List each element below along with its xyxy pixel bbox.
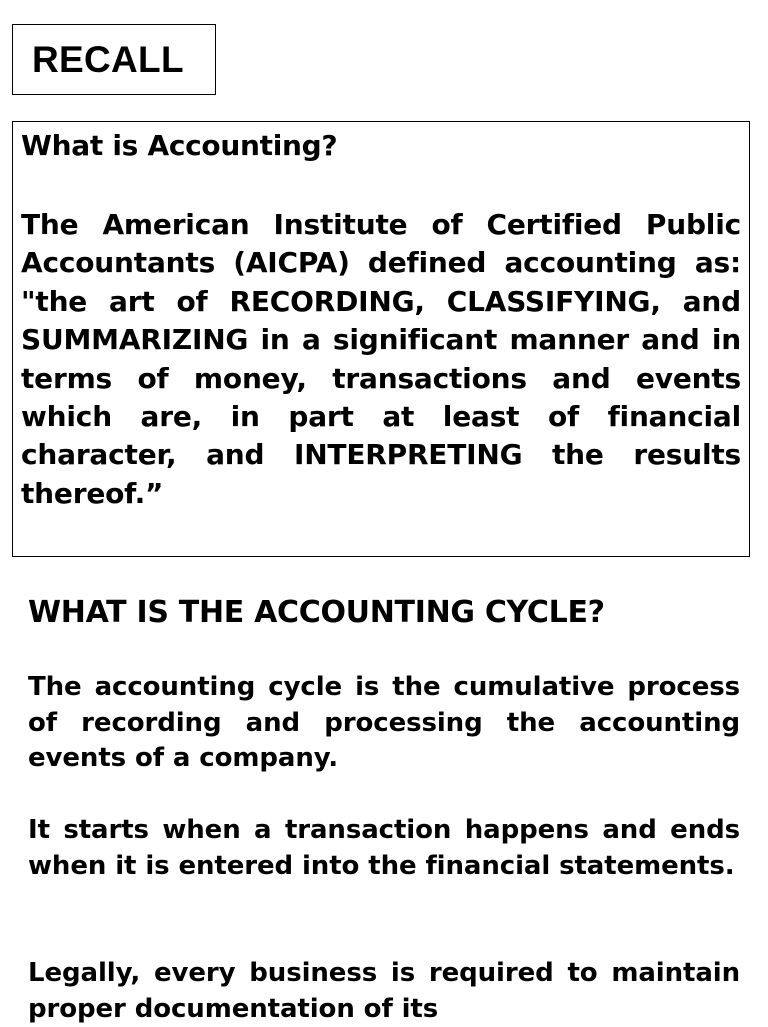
cycle-paragraph: Legally, every business is required to maintain proper documentation of its <box>28 958 740 1024</box>
cycle-paragraph: The accounting cycle is the cumulative process of recording and processing the accounting events of a company. <box>28 672 740 773</box>
cycle-paragraph: It starts when a transaction happens and ends when it is entered into the financial statements. <box>28 815 740 881</box>
definition-text: The American Institute of Certified Public Accountants (AICPA) defined accounting as: "the art of RECORDING, CLASSIFYING, and SUMMARIZING in a significant manner and in terms of money, transactions and events which are, in part at least of financial character, and INTERPRETING the results thereof.” <box>21 208 741 510</box>
recall-box <box>12 24 216 95</box>
recall-title: RECALL <box>32 39 184 80</box>
accounting-definition-box <box>12 121 750 557</box>
definition-heading: What is Accounting? <box>21 129 338 162</box>
accounting-cycle-heading: WHAT IS THE ACCOUNTING CYCLE? <box>28 595 605 630</box>
